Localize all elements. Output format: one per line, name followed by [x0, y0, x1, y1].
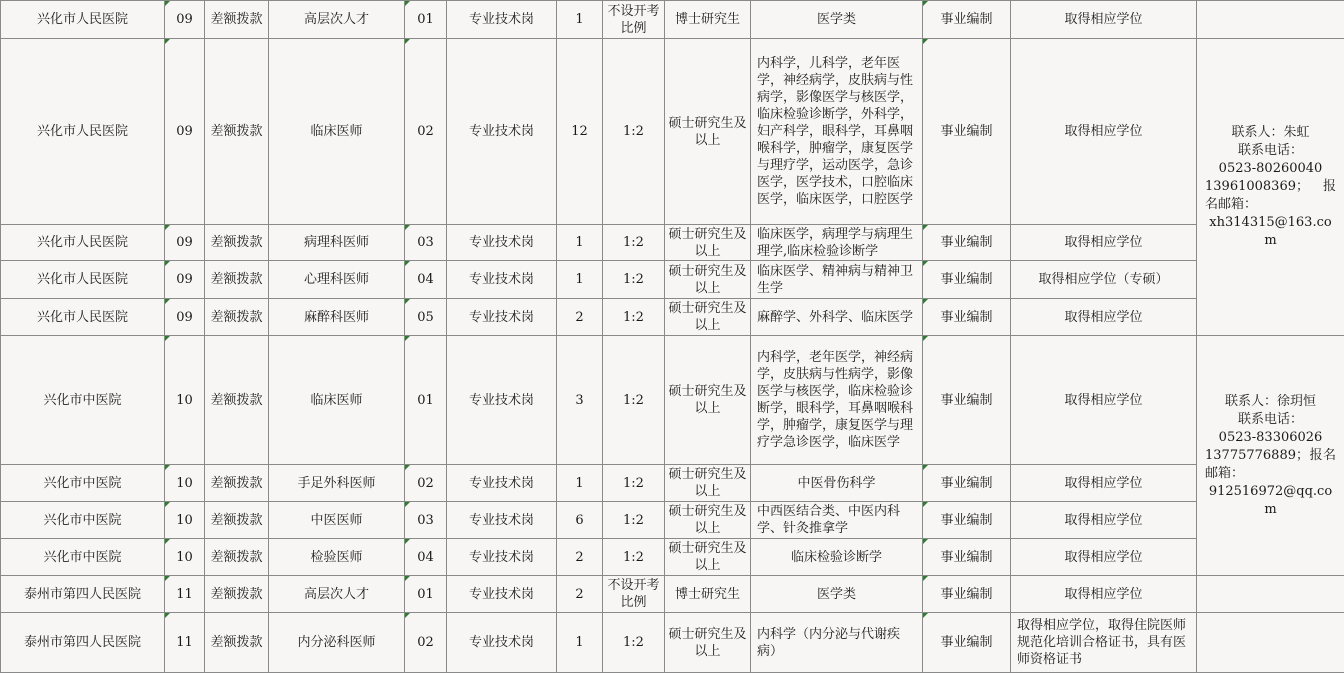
funding-type: 差额拨款: [205, 1, 269, 39]
degree-req: 取得相应学位: [1011, 465, 1197, 502]
unit-code: 10: [165, 336, 205, 465]
table-row: [1, 225, 1344, 261]
contact-email: 912516972@qq.com: [1205, 483, 1336, 519]
exam-ratio: 1:2: [603, 613, 665, 673]
degree-req: 取得相应学位: [1011, 576, 1197, 613]
education-req: 硕士研究生及以上: [665, 465, 751, 502]
table-row: [1, 576, 1344, 613]
funding-type: 差额拨款: [205, 299, 269, 336]
position-category: 专业技术岗: [447, 299, 557, 336]
contact-info: [1197, 1, 1344, 39]
major-req: 内科学，儿科学，老年医学，神经病学，皮肤病与性病学，影像医学与核医学，临床检验诊断学，外科学，妇产科学，眼科学，耳鼻咽喉科学，肿瘤学，康复医学与理疗学，运动医学，急诊医学，医学技术，口腔临床医学，临床医学，口腔医学: [751, 39, 923, 225]
major-req: 临床医学、精神病与精神卫生学: [751, 261, 923, 299]
exam-ratio: 1:2: [603, 502, 665, 539]
hire-count: 1: [557, 261, 603, 299]
exam-ratio: 1:2: [603, 39, 665, 225]
hire-count: 2: [557, 299, 603, 336]
position-category: 专业技术岗: [447, 576, 557, 613]
exam-ratio: 不设开考比例: [603, 576, 665, 613]
funding-type: 差额拨款: [205, 336, 269, 465]
position-code: 04: [405, 261, 447, 299]
major-req: 中医骨伤科学: [751, 465, 923, 502]
major-req: 内科学（内分泌与代谢疾病）: [751, 613, 923, 673]
position-name: 高层次人才: [269, 1, 405, 39]
staffing-type: 事业编制: [923, 225, 1011, 261]
table-row: [1, 613, 1344, 673]
position-category: 专业技术岗: [447, 225, 557, 261]
exam-ratio: 1:2: [603, 299, 665, 336]
major-req: 临床医学，病理学与病理生理学,临床检验诊断学: [751, 225, 923, 261]
position-code: 03: [405, 502, 447, 539]
position-category: 专业技术岗: [447, 502, 557, 539]
degree-req: 取得相应学位: [1011, 1, 1197, 39]
unit-name: 兴化市人民医院: [1, 261, 165, 299]
education-req: 硕士研究生及以上: [665, 336, 751, 465]
unit-name: 兴化市中医院: [1, 465, 165, 502]
staffing-type: 事业编制: [923, 502, 1011, 539]
contact-info: [1197, 576, 1344, 613]
position-code: 01: [405, 1, 447, 39]
major-req: 医学类: [751, 576, 923, 613]
contact-info: [1197, 336, 1344, 576]
major-req: 临床检验诊断学: [751, 539, 923, 576]
hire-count: 2: [557, 576, 603, 613]
contact-person: 联系人：朱虹: [1205, 124, 1336, 142]
unit-name: 兴化市中医院: [1, 336, 165, 465]
staffing-type: 事业编制: [923, 1, 1011, 39]
position-name: 临床医师: [269, 336, 405, 465]
hire-count: 1: [557, 465, 603, 502]
degree-req: 取得相应学位（专硕）: [1011, 261, 1197, 299]
hire-count: 2: [557, 539, 603, 576]
education-req: 硕士研究生及以上: [665, 39, 751, 225]
table-row: [1, 502, 1344, 539]
exam-ratio: 1:2: [603, 261, 665, 299]
contact-phone-label: 联系电话：: [1205, 411, 1336, 429]
staffing-type: 事业编制: [923, 613, 1011, 673]
funding-type: 差额拨款: [205, 613, 269, 673]
staffing-type: 事业编制: [923, 576, 1011, 613]
position-code: 02: [405, 465, 447, 502]
hire-count: 6: [557, 502, 603, 539]
unit-name: 兴化市中医院: [1, 502, 165, 539]
degree-req: 取得相应学位，取得住院医师规范化培训合格证书，具有医师资格证书: [1011, 613, 1197, 673]
position-name: 手足外科医师: [269, 465, 405, 502]
degree-req: 取得相应学位: [1011, 502, 1197, 539]
table-row: [1, 539, 1344, 576]
hire-count: 3: [557, 336, 603, 465]
degree-req: 取得相应学位: [1011, 336, 1197, 465]
contact-email: xh314315@163.com: [1205, 214, 1336, 250]
contact-mobile-email: 13961008369； 报名邮箱：: [1205, 178, 1336, 214]
unit-code: 09: [165, 261, 205, 299]
education-req: 博士研究生: [665, 576, 751, 613]
position-code: 01: [405, 336, 447, 465]
exam-ratio: 1:2: [603, 225, 665, 261]
funding-type: 差额拨款: [205, 465, 269, 502]
unit-code: 10: [165, 539, 205, 576]
degree-req: 取得相应学位: [1011, 299, 1197, 336]
table-row: [1, 39, 1344, 225]
education-req: 博士研究生: [665, 1, 751, 39]
unit-name: 兴化市中医院: [1, 539, 165, 576]
major-req: 医学类: [751, 1, 923, 39]
table-row: [1, 261, 1344, 299]
funding-type: 差额拨款: [205, 261, 269, 299]
position-name: 中医医师: [269, 502, 405, 539]
exam-ratio: 不设开考比例: [603, 1, 665, 39]
contact-info: [1197, 39, 1344, 336]
contact-phone: 0523-80260040: [1205, 160, 1336, 178]
hire-count: 1: [557, 613, 603, 673]
staffing-type: 事业编制: [923, 261, 1011, 299]
position-category: 专业技术岗: [447, 336, 557, 465]
contact-mobile-email: 13775776889；报名邮箱：: [1205, 447, 1336, 483]
staffing-type: 事业编制: [923, 539, 1011, 576]
hire-count: 1: [557, 1, 603, 39]
position-code: 04: [405, 539, 447, 576]
position-name: 检验医师: [269, 539, 405, 576]
unit-code: 09: [165, 39, 205, 225]
exam-ratio: 1:2: [603, 465, 665, 502]
unit-code: 09: [165, 1, 205, 39]
staffing-type: 事业编制: [923, 465, 1011, 502]
table-body: [1, 1, 1344, 673]
position-code: 02: [405, 613, 447, 673]
education-req: 硕士研究生及以上: [665, 539, 751, 576]
unit-name: 泰州市第四人民医院: [1, 576, 165, 613]
contact-info: [1197, 613, 1344, 673]
unit-name: 兴化市人民医院: [1, 299, 165, 336]
major-req: 内科学，老年医学，神经病学，皮肤病与性病学，影像医学与核医学，临床检验诊断学，眼科学，耳鼻咽喉科学，肿瘤学，康复医学与理疗学急诊医学，临床医学: [751, 336, 923, 465]
funding-type: 差额拨款: [205, 539, 269, 576]
major-req: 麻醉学、外科学、临床医学: [751, 299, 923, 336]
staffing-type: 事业编制: [923, 336, 1011, 465]
position-category: 专业技术岗: [447, 39, 557, 225]
position-code: 03: [405, 225, 447, 261]
position-category: 专业技术岗: [447, 1, 557, 39]
hire-count: 1: [557, 225, 603, 261]
funding-type: 差额拨款: [205, 225, 269, 261]
education-req: 硕士研究生及以上: [665, 225, 751, 261]
table-row: [1, 336, 1344, 465]
degree-req: 取得相应学位: [1011, 539, 1197, 576]
staffing-type: 事业编制: [923, 39, 1011, 225]
position-name: 心理科医师: [269, 261, 405, 299]
funding-type: 差额拨款: [205, 39, 269, 225]
degree-req: 取得相应学位: [1011, 39, 1197, 225]
unit-code: 09: [165, 225, 205, 261]
position-category: 专业技术岗: [447, 613, 557, 673]
education-req: 硕士研究生及以上: [665, 613, 751, 673]
funding-type: 差额拨款: [205, 576, 269, 613]
education-req: 硕士研究生及以上: [665, 261, 751, 299]
unit-name: 兴化市人民医院: [1, 225, 165, 261]
position-name: 麻醉科医师: [269, 299, 405, 336]
position-name: 病理科医师: [269, 225, 405, 261]
hire-count: 12: [557, 39, 603, 225]
position-name: 临床医师: [269, 39, 405, 225]
contact-phone-label: 联系电话：: [1205, 142, 1336, 160]
staffing-type: 事业编制: [923, 299, 1011, 336]
contact-phone: 0523-83306026: [1205, 429, 1336, 447]
unit-name: 兴化市人民医院: [1, 39, 165, 225]
position-code: 05: [405, 299, 447, 336]
contact-person: 联系人：徐玥恒: [1205, 393, 1336, 411]
unit-name: 泰州市第四人民医院: [1, 613, 165, 673]
position-category: 专业技术岗: [447, 465, 557, 502]
position-category: 专业技术岗: [447, 261, 557, 299]
funding-type: 差额拨款: [205, 502, 269, 539]
major-req: 中西医结合类、中医内科学、针灸推拿学: [751, 502, 923, 539]
unit-code: 10: [165, 465, 205, 502]
table-row: [1, 465, 1344, 502]
unit-code: 09: [165, 299, 205, 336]
position-category: 专业技术岗: [447, 539, 557, 576]
position-code: 02: [405, 39, 447, 225]
education-req: 硕士研究生及以上: [665, 299, 751, 336]
position-name: 内分泌科医师: [269, 613, 405, 673]
table-row: [1, 299, 1344, 336]
position-name: 高层次人才: [269, 576, 405, 613]
unit-code: 11: [165, 613, 205, 673]
unit-code: 10: [165, 502, 205, 539]
degree-req: 取得相应学位: [1011, 225, 1197, 261]
exam-ratio: 1:2: [603, 539, 665, 576]
unit-code: 11: [165, 576, 205, 613]
education-req: 硕士研究生及以上: [665, 502, 751, 539]
unit-name: 兴化市人民医院: [1, 1, 165, 39]
exam-ratio: 1:2: [603, 336, 665, 465]
table-row: [1, 1, 1344, 39]
position-code: 01: [405, 576, 447, 613]
